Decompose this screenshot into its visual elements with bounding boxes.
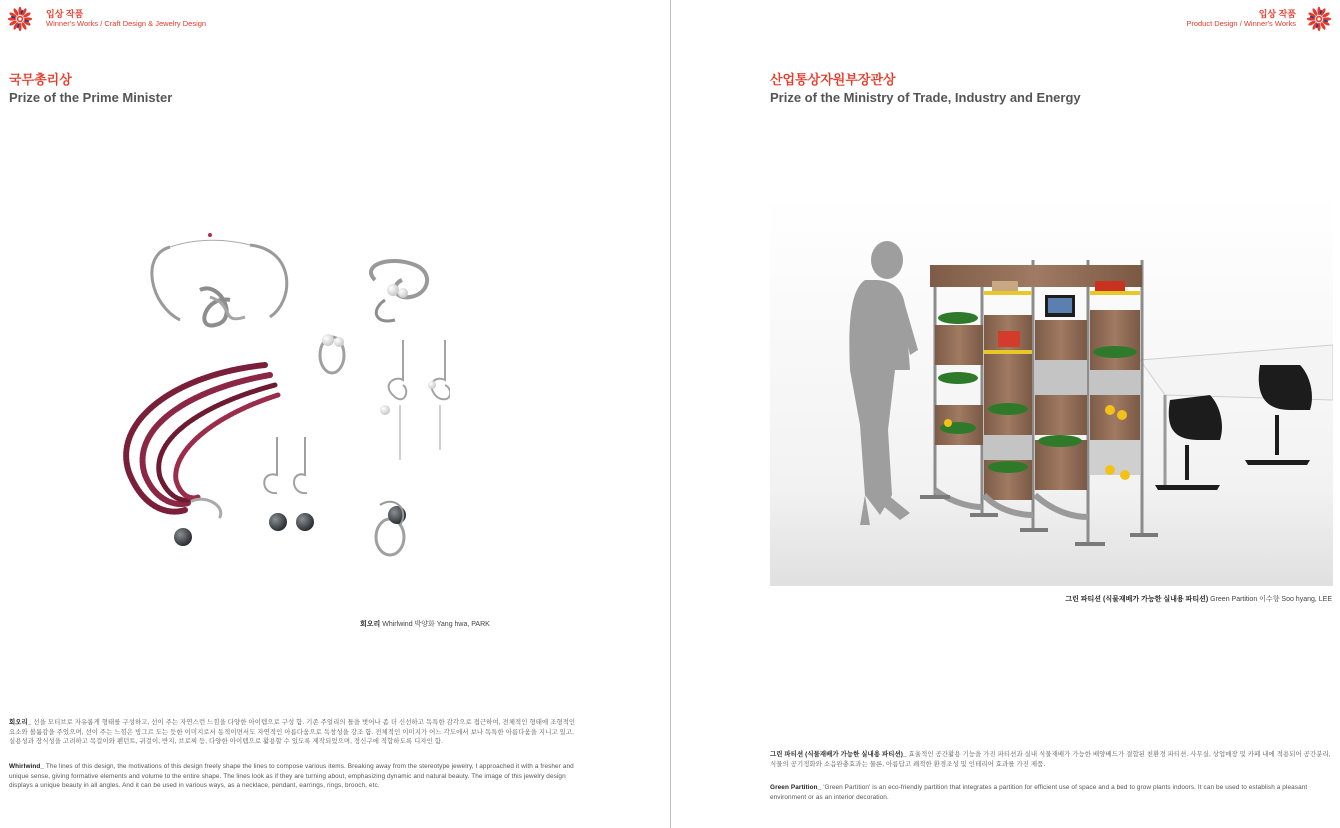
jewelry-photo — [110, 225, 450, 575]
section-label: 입상 작품 — [46, 9, 84, 19]
description-korean — [770, 750, 1332, 769]
beaded-necklace — [126, 365, 278, 517]
partition-photo — [770, 195, 1333, 586]
description-korean — [9, 718, 576, 747]
description-english-lead: Whirlwind_ — [9, 763, 45, 770]
award-title-english: Prize of the Ministry of Trade, Industry and Energy — [770, 90, 1081, 105]
right-page — [671, 0, 1340, 828]
work-caption — [360, 619, 490, 629]
award-title-korean: 산업통상자원부장관상 — [770, 72, 896, 87]
award-title-korean: 국무총리상 — [9, 72, 72, 87]
work-caption — [1065, 594, 1332, 604]
description-korean-text: 선을 모티브로 자유롭게 형태를 구성하고, 선이 주는 자연스런 느낌을 다양한 아이템으로 구성 함. 기존 주얼리의 틀을 벗어나 좀 더 신선하고 독특한 감각으로 접근하여, 전체적인 형태에 조형적인 요소와 볼륨감을 주었으며, 선이 주는 느낌은 빙그르 도는 듯한 이미지로서 동적이면서도 자연적인 아름다움으로 독창성을 강조 함. 전체적인 이미지가 어느 각도에서 보나 독특한 아름다움을 지니고 있고, 실용성과 장식성을 고려하고 목걸이와 펜던트, 귀걸이, 반지, 브로찌 등, 다양한 아이템으로 활용할 수 있도록 제작되었으며, 정신구에 적합하도록 디자인 함. — [9, 719, 576, 746]
description-english-lead: Green Partition_ — [770, 784, 822, 791]
section-subtitle: Product Design / Winner's Works — [1186, 19, 1296, 28]
pearl-earrings — [264, 437, 307, 493]
section-subtitle: Winner's Works / Craft Design & Jewelry Design — [46, 19, 207, 28]
flower-logo-icon — [7, 6, 33, 32]
description-english-text: 'Green Partition' is an eco-friendly partition that integrates a partition for efficient use of space and a bed to grow plants indoors. It can be used to establish a pleasant environment or as an interior decoration. — [770, 784, 1308, 801]
choker-necklace — [152, 240, 287, 325]
description-english — [9, 762, 576, 791]
ring-pearl-ribbon — [371, 261, 427, 321]
description-korean-lead: 그린 파티션 (식물재배가 가능한 실내용 파티션)_ — [770, 751, 907, 758]
award-title-english: Prize of the Prime Minister — [9, 90, 173, 105]
drop-earrings — [389, 340, 450, 460]
description-english-text: The lines of this design, the motivations of this design freely shape the lines to compose various items. Breaking away from the stereotype jewelry, I approached it with a fresher and unique sense, giving formative elements and volume to the entire shape. The lines look as if they are turning about, emphasizing dynamic and natural beauty. The image of this jewelry design displays a unique beauty in all angles. And it can be used in various ways, as a necklace, pendant, earrings, rings, brooch, etc. — [9, 763, 574, 790]
description-english — [770, 783, 1332, 802]
description-korean-text: 효율적인 공간활용 기능을 가진 파티션과 실내 식물재배가 가능한 배양베드가 결합된 친환경 파티션. 사무실, 상업매장 및 카페 내에 적용되어 공간분리, 식물의 공기정화와 소음완충효과는 물론, 아름답고 쾌적한 환경조성 및 인테리어 효과를 가진 제품. — [770, 751, 1331, 768]
flower-logo-icon — [1306, 6, 1332, 32]
section-label: 입상 작품 — [1258, 9, 1296, 19]
ring-black-pearl — [376, 502, 406, 555]
work-title-rest: Whirlwind 박양화 Yang hwa, PARK — [382, 621, 490, 628]
work-title-korean: 회오리 — [360, 621, 381, 628]
ring-pearls — [320, 334, 344, 373]
work-title-korean: 그린 파티션 (식물재배가 가능한 실내용 파티션) — [1065, 596, 1209, 603]
work-title-rest: Green Partition 이수향 Soo hyang, LEE — [1210, 596, 1332, 603]
description-korean-lead: 회오리_ — [9, 719, 32, 726]
